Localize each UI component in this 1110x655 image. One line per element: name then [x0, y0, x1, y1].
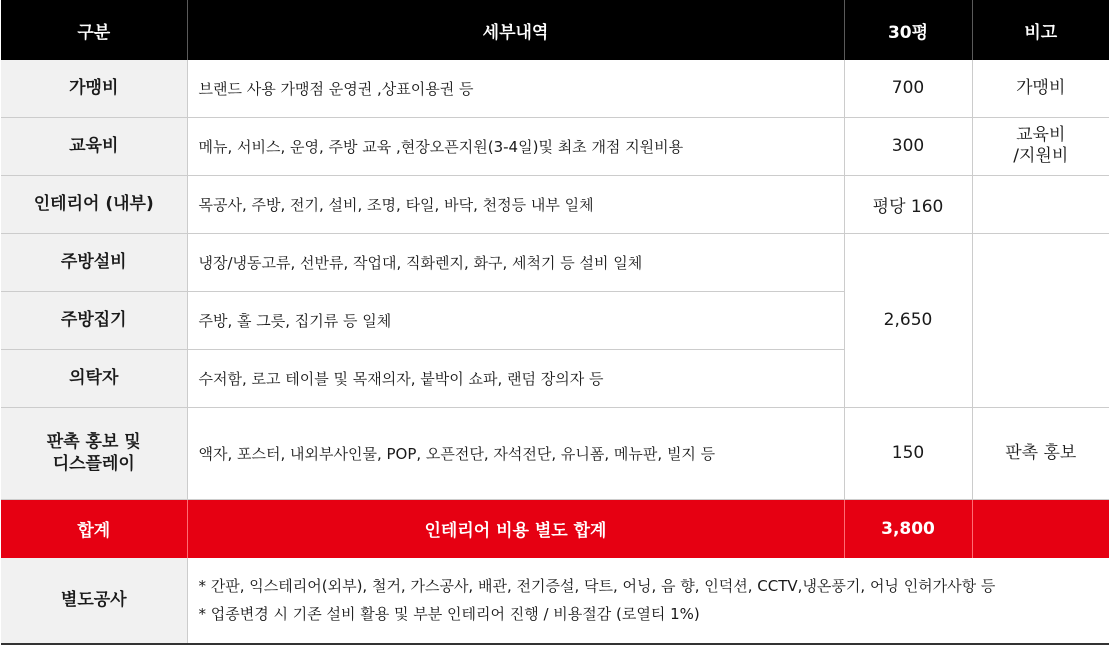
amount-cell: 2,650 — [844, 233, 972, 407]
detail-cell: 브랜드 사용 가맹점 운영권 ,상표이용권 등 — [187, 60, 844, 117]
header-category: 구분 — [1, 0, 187, 60]
total-detail: 인테리어 비용 별도 합계 — [187, 499, 844, 558]
total-category: 합계 — [1, 499, 187, 558]
cost-table — [1, 0, 1109, 645]
extra-category: 별도공사 — [1, 558, 187, 644]
category-cell — [1, 407, 187, 499]
header-amount: 30평 — [844, 0, 972, 60]
category-cell: 인테리어 (내부) — [1, 175, 187, 233]
header-detail: 세부내역 — [187, 0, 844, 60]
total-note — [972, 499, 1109, 558]
note-cell — [972, 175, 1109, 233]
category-cell: 의탁자 — [1, 349, 187, 407]
table-row — [1, 175, 1109, 233]
table-row — [1, 233, 1109, 291]
detail-cell: 수저함, 로고 테이블 및 목재의자, 붙박이 쇼파, 랜덤 장의자 등 — [187, 349, 844, 407]
amount-cell: 150 — [844, 407, 972, 499]
total-row — [1, 499, 1109, 558]
note-line: /지원비 — [1013, 146, 1069, 166]
category-cell: 가맹비 — [1, 60, 187, 117]
category-cell: 주방집기 — [1, 291, 187, 349]
category-cell: 주방설비 — [1, 233, 187, 291]
detail-cell: 목공사, 주방, 전기, 설비, 조명, 타일, 바닥, 천정등 내부 일체 — [187, 175, 844, 233]
amount-cell: 300 — [844, 117, 972, 175]
detail-cell: 액자, 포스터, 내외부사인물, POP, 오픈전단, 자석전단, 유니폼, 메뉴판, 빌지 등 — [187, 407, 844, 499]
note-cell — [972, 117, 1109, 175]
detail-cell: 냉장/냉동고류, 선반류, 작업대, 직화렌지, 화구, 세척기 등 설비 일체 — [187, 233, 844, 291]
detail-cell: 주방, 홀 그릇, 집기류 등 일체 — [187, 291, 844, 349]
note-cell: 판촉 홍보 — [972, 407, 1109, 499]
amount-cell: 평당 160 — [844, 175, 972, 233]
extra-detail — [187, 558, 1109, 644]
category-line: 디스플레이 — [52, 454, 135, 474]
extra-line: * 업종변경 시 기존 설비 활용 및 부분 인테리어 진행 / 비용절감 (로열티 1%) — [198, 605, 700, 623]
extra-row — [1, 558, 1109, 644]
note-cell: 가맹비 — [972, 60, 1109, 117]
total-amount: 3,800 — [844, 499, 972, 558]
note-line: 교육비 — [1016, 125, 1066, 145]
header-row — [1, 0, 1109, 60]
extra-line: * 간판, 익스테리어(외부), 철거, 가스공사, 배관, 전기증설, 닥트, 어닝, 음 향, 인덕션, CCTV,냉온풍기, 어닝 인허가사항 등 — [198, 577, 996, 595]
category-cell: 교육비 — [1, 117, 187, 175]
note-cell — [972, 233, 1109, 407]
table-row — [1, 117, 1109, 175]
header-note: 비고 — [972, 0, 1109, 60]
category-line: 판촉 홍보 및 — [46, 432, 141, 452]
detail-cell: 메뉴, 서비스, 운영, 주방 교육 ,현장오픈지원(3-4일)및 최초 개점 지원비용 — [187, 117, 844, 175]
amount-cell: 700 — [844, 60, 972, 117]
table-row — [1, 407, 1109, 499]
table-row — [1, 60, 1109, 117]
